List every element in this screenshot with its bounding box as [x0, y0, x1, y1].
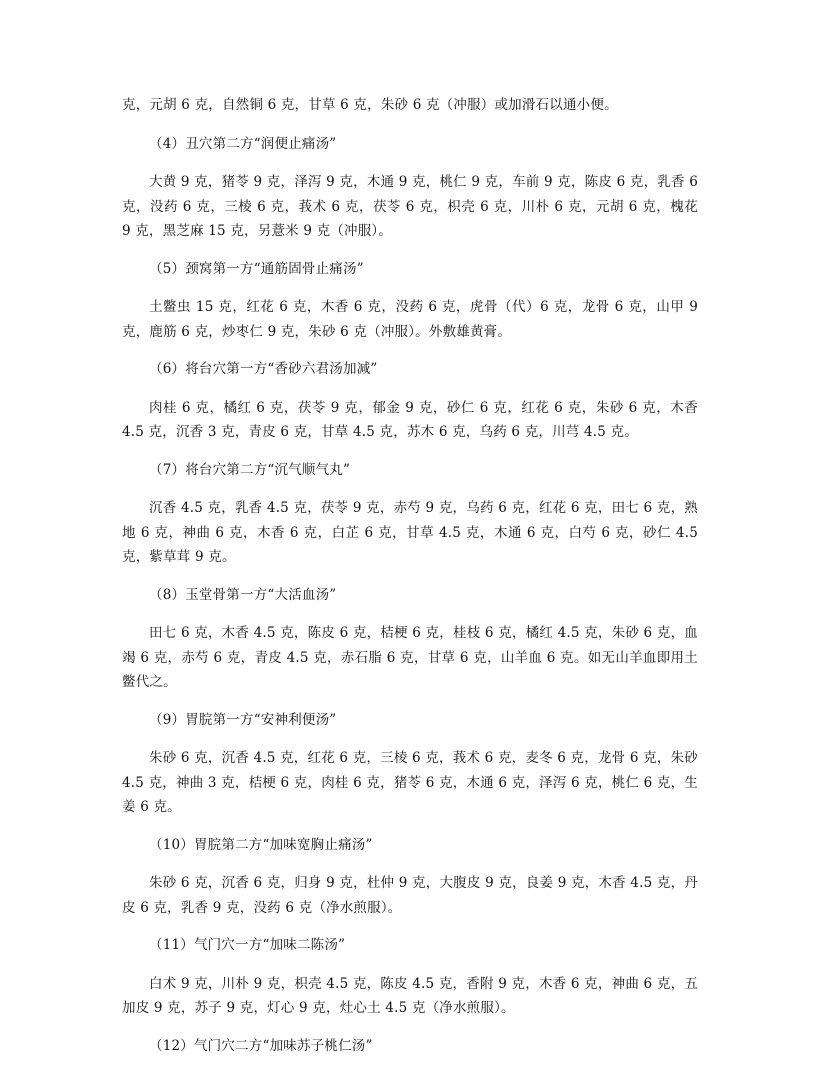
prescription-body: 沉香 4.5 克，乳香 4.5 克，茯苓 9 克，赤芍 9 克，乌药 6 克，红花 6 克，田七 6 克，熟地 6 克，神曲 6 克，木香 6 克，白芷 6 克，甘草 4.5 克，木通 6 克，白芍 6 克，砂仁 4.5 克，紫草茸 9 克。 [122, 500, 698, 565]
prescription-heading: （8）玉堂骨第一方“大活血汤” [149, 586, 337, 603]
prescription-heading: （11）气门穴一方“加味二陈汤” [149, 937, 346, 953]
prescription-heading: （7）将台穴第二方“沉气顺气丸” [149, 461, 351, 478]
prescription-heading: （4）丑穴第二方“润便止痛汤” [149, 135, 337, 152]
prescription-body: 大黄 9 克，猪苓 9 克，泽泻 9 克，木通 9 克，桃仁 9 克，车前 9 克，陈皮 6 克，乳香 6 克，没药 6 克，三棱 6 克，莪术 6 克，茯苓 6 克，枳壳 6 克，川朴 6 克，元胡 6 克，槐花 9 克，黑芝麻 15 克，另薏米 9 克（冲服）。 [122, 174, 698, 239]
prescription-body: 朱砂 6 克，沉香 4.5 克，红花 6 克，三棱 6 克，莪术 6 克，麦冬 6 克，龙骨 6 克，朱砂 4.5 克，神曲 3 克，桔梗 6 克，肉桂 6 克，猪苓 6 克，木通 6 克，泽泻 6 克，桃仁 6 克，生姜 6 克。 [122, 750, 698, 815]
prescription-heading: （12）气门穴二方“加味苏子桃仁汤” [149, 1037, 373, 1054]
prescription-body: 田七 6 克，木香 4.5 克，陈皮 6 克，桔梗 6 克，桂枝 6 克，橘红 4.5 克，朱砂 6 克，血竭 6 克，赤芍 6 克，青皮 4.5 克，赤石脂 6 克，甘草 6 克，山羊血 6 克。如无山羊血即用土鳖代之。 [122, 625, 698, 690]
prescription-heading: （6）将台穴第一方“香砂六君汤加减” [149, 361, 378, 377]
prescription-heading: （10）胃脘第二方“加味宽胸止痛汤” [149, 836, 373, 853]
prescription-heading: （9）胃脘第一方“安神利便汤” [149, 711, 337, 728]
prescription-body: 肉桂 6 克，橘红 6 克，茯苓 9 克，郁金 9 克，砂仁 6 克，红花 6 克，朱砂 6 克，木香 4.5 克，沉香 3 克，青皮 6 克，甘草 4.5 克，苏木 6 克，乌药 6 克，川芎 4.5 克。 [122, 399, 698, 440]
prescription-body: 白术 9 克，川朴 9 克，枳壳 4.5 克，陈皮 4.5 克，香附 9 克，木香 6 克，神曲 6 克，五加皮 9 克，苏子 9 克，灯心 9 克，灶心土 4.5 克（净水煎服）。 [122, 975, 698, 1016]
prescription-body: 土鳖虫 15 克，红花 6 克，木香 6 克，没药 6 克，虎骨（代）6 克，龙骨 6 克，山甲 9 克，鹿筋 6 克，炒枣仁 9 克，朱砂 6 克（冲服）。外敷雄黄膏。 [122, 299, 698, 340]
continued-paragraph: 克，元胡 6 克，自然铜 6 克，甘草 6 克，朱砂 6 克（冲服）或加滑石以通小便。 [122, 97, 618, 113]
prescription-body: 朱砂 6 克，沉香 6 克，归身 9 克，杜仲 9 克，大腹皮 9 克，良姜 9 克，木香 4.5 克，丹皮 6 克，乳香 9 克，没药 6 克（净水煎服）。 [122, 875, 698, 916]
document-page [122, 93, 698, 1072]
prescription-heading: （5）颈窝第一方“通筋固骨止痛汤” [149, 260, 364, 277]
